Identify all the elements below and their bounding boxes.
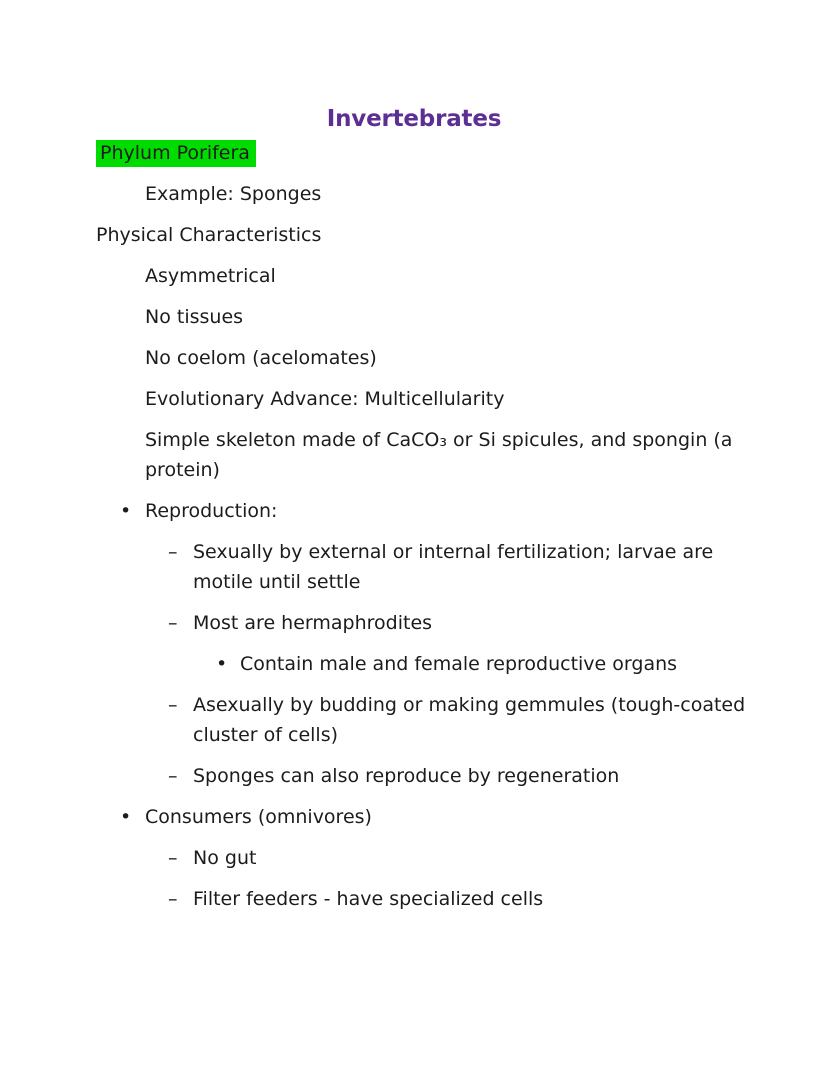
dash-item (168, 540, 828, 564)
section-heading-row (96, 141, 828, 165)
bullet-item (120, 805, 828, 829)
dash-item-text: Most are hermaphrodites (193, 612, 433, 634)
sub-bullet-item-text: Contain male and female reproductive organs (240, 653, 678, 675)
note-line: No tissues (145, 306, 244, 328)
note-line: Asymmetrical (145, 265, 276, 287)
section-heading-highlight: Phylum Porifera (96, 140, 256, 167)
note-line: Evolutionary Advance: Multicellularity (145, 388, 505, 410)
dash-item-text: Filter feeders - have specialized cells (193, 888, 544, 910)
bullet-marker: • (216, 653, 228, 675)
bullet-item-text: Consumers (omnivores) (145, 806, 372, 828)
bullet-item (120, 499, 828, 523)
dash-item-text: No gut (193, 847, 257, 869)
bullet-marker: • (120, 500, 132, 522)
note-line-continuation: protein) (145, 459, 220, 481)
dash-item (168, 887, 828, 911)
note-line: No coelom (acelomates) (145, 347, 377, 369)
note-line-continuation: motile until settle (193, 571, 361, 593)
note-line: Simple skeleton made of CaCO₃ or Si spicules, and spongin (a (145, 429, 733, 451)
dash-marker: – (168, 847, 178, 869)
sub-bullet-item (216, 652, 828, 676)
note-line: Example: Sponges (145, 183, 322, 205)
bullet-marker: • (120, 806, 132, 828)
dash-marker: – (168, 694, 178, 716)
dash-item (168, 611, 828, 635)
page-title: Invertebrates (326, 106, 502, 132)
dash-item-text: Sexually by external or internal fertilization; larvae are (193, 541, 714, 563)
dash-marker: – (168, 888, 178, 910)
dash-item (168, 764, 828, 788)
dash-item (168, 846, 828, 870)
dash-item-text: Asexually by budding or making gemmules (tough-coated (193, 694, 746, 716)
note-line-continuation: cluster of cells) (193, 724, 339, 746)
bullet-item-text: Reproduction: (145, 500, 278, 522)
dash-marker: – (168, 612, 178, 634)
dash-marker: – (168, 765, 178, 787)
subsection-heading: Physical Characteristics (96, 224, 322, 246)
dash-item (168, 693, 828, 717)
dash-marker: – (168, 541, 178, 563)
dash-item-text: Sponges can also reproduce by regeneration (193, 765, 620, 787)
